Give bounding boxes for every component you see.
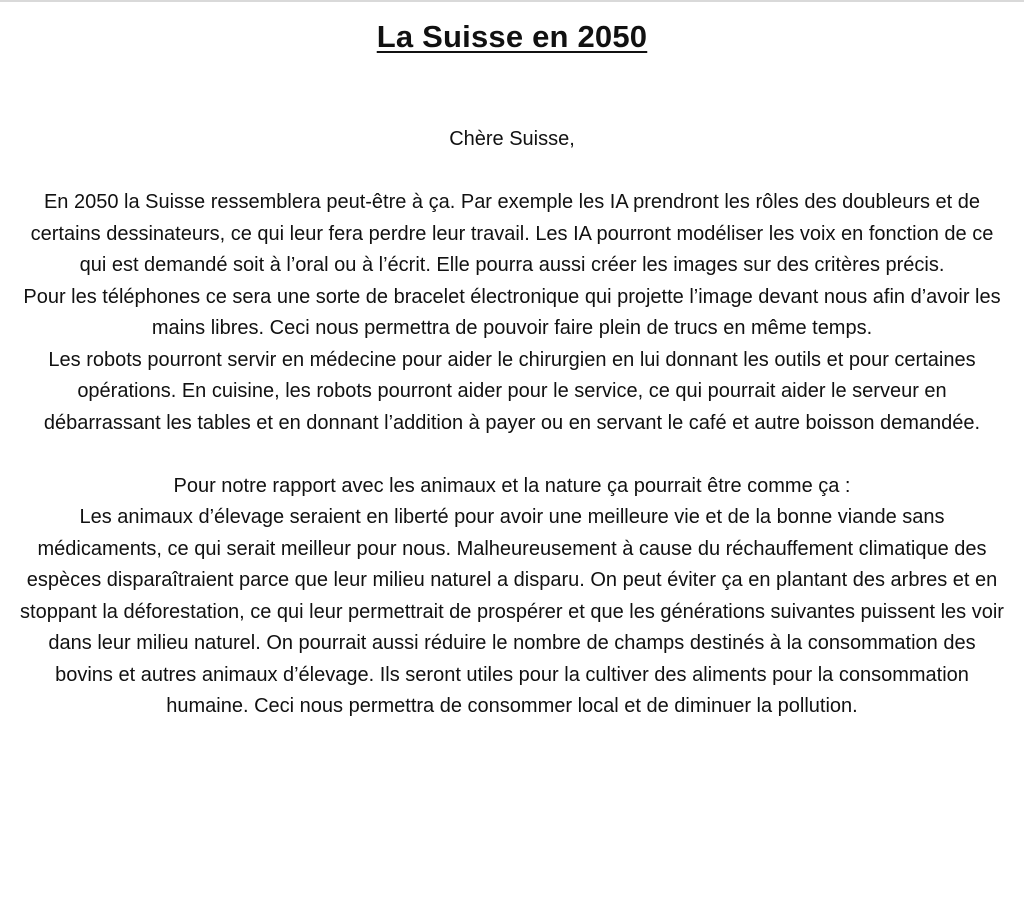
top-border	[0, 0, 1024, 2]
paragraph-nature-intro: Pour notre rapport avec les animaux et la nature ça pourrait être comme ça :	[173, 474, 851, 497]
paragraph-phones: Pour les téléphones ce sera une sorte de bracelet électronique qui projette l’image devant nous afin d’avoir les mains libres. Ceci nous permettra de pouvoir faire plein de trucs en même temps.	[23, 285, 1001, 339]
paragraph-robots: Les robots pourront servir en médecine pour aider le chirurgien en lui donnant les outils et pour certaines opérations. En cuisine, les robots pourront aider pour le service, ce qui pourrait aider le serveur en débarrassant les tables et en donnant l’addition à payer ou en servant le café et autre boisson demandée.	[43, 348, 981, 434]
paragraph-ai: En 2050 la Suisse ressemblera peut-être à ça. Par exemple les IA prendront les rôles des doubleurs et de certains dessinateurs, ce qui leur fera perdre leur travail. Les IA pourront modéliser les voix en fonction de ce qui est demandé soit à l’oral ou à l’écrit. Elle pourra aussi créer les images sur des critères précis.	[30, 191, 994, 276]
salutation: Chère Suisse,	[449, 128, 575, 150]
paragraph-animals: Les animaux d’élevage seraient en liberté pour avoir une meilleure vie et de la bonne viande sans médicaments, ce qui serait meilleur pour nous. Malheureusement à cause du réchauffement climatique des espèces disparaîtraient parce que leur milieu naturel a disparu. On peut éviter ça en plantant des arbres et en stoppant la déforestation, ce qui leur permettrait de prospérer et que les générations suivantes puissent les voir dans leur milieu naturel. On pourrait aussi réduire le nombre de champs destinés à la consommation des bovins et autres animaux d’élevage. Ils seront utiles pour la cultiver des aliments pour la consommation humaine. Ceci nous permettra de consommer local et de diminuer la pollution.	[20, 506, 1004, 717]
document-page	[18, 14, 1006, 723]
document-title: La Suisse en 2050	[376, 19, 648, 54]
